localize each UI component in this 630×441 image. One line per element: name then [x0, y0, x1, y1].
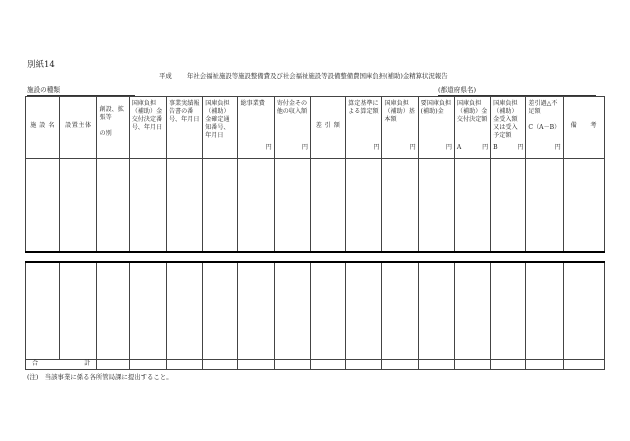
total-required-amount[interactable]	[418, 360, 454, 370]
continuation-break	[26, 252, 605, 262]
cell-required-amount[interactable]	[418, 262, 454, 360]
total-deduction[interactable]	[310, 360, 345, 370]
cell-planned-receipt[interactable]	[491, 262, 526, 360]
total-new-or-expansion[interactable]	[97, 360, 129, 370]
total-standard-amount[interactable]	[346, 360, 382, 370]
total-label-cell	[26, 360, 97, 370]
formula-c: C（A－B）	[528, 124, 561, 132]
report-title	[159, 71, 448, 80]
header-required-amount: 要国庫負担(補助)金 円	[418, 97, 454, 159]
unit-yen: 円	[554, 143, 561, 151]
total-donations[interactable]	[274, 360, 310, 370]
header-decided-amount: 国庫負担（補助）金交付決定額 A 円	[454, 97, 490, 159]
total-total-cost[interactable]	[238, 360, 274, 370]
cell-basic-amount[interactable]	[382, 262, 418, 360]
cell-standard-amount[interactable]	[346, 159, 382, 253]
unit-yen: 円	[445, 143, 452, 151]
cell-basic-amount[interactable]	[382, 159, 418, 253]
cell-new-or-expansion[interactable]	[97, 262, 129, 360]
document-number: 別紙14	[27, 60, 55, 70]
mark-b: B	[493, 143, 498, 151]
total-grant-confirmation[interactable]	[203, 360, 238, 370]
table-row	[26, 262, 605, 360]
cell-donations[interactable]	[274, 159, 310, 253]
cell-decided-amount[interactable]	[454, 159, 490, 253]
header-total-cost: 総事業費 円	[238, 97, 274, 159]
header-donations: 寄付金その他の収入額 円	[274, 97, 310, 159]
cell-facility-name[interactable]	[26, 159, 60, 253]
total-label-right: 計	[84, 360, 91, 367]
cell-new-or-expansion[interactable]	[97, 159, 129, 253]
header-remarks: 備 考	[563, 97, 604, 159]
settlement-table	[25, 96, 605, 370]
header-grant-confirmation: 国庫負担（補助）金確定通知番号、年月日	[203, 97, 238, 159]
title-era: 平成	[159, 72, 172, 80]
footnote: (注) 当該事業に係る各所管局課に提出すること。	[27, 373, 173, 381]
cell-planned-receipt[interactable]	[491, 159, 526, 253]
cell-remarks[interactable]	[563, 159, 604, 253]
header-establishing-entity: 設置主体	[60, 97, 97, 159]
mark-a: A	[456, 143, 462, 151]
cell-grant-confirmation[interactable]	[203, 159, 238, 253]
title-text: 年社会福祉施設等施設整備費及び社会福祉施設等設備整備費国庫負担(補助)金精算状況報告	[187, 72, 448, 80]
cell-establishing-entity[interactable]	[60, 159, 97, 253]
cell-total-cost[interactable]	[238, 262, 274, 360]
header-grant-decision: 国庫負担（補助）金交付決定番号、年月日	[129, 97, 166, 159]
total-row	[26, 360, 605, 370]
prefecture-field: (都道府県名)	[438, 84, 596, 96]
total-decided-amount[interactable]	[454, 360, 490, 370]
cell-deduction[interactable]	[310, 262, 345, 360]
table-row	[26, 159, 605, 253]
header-basic-amount: 国庫負担（補助）基本額 円	[382, 97, 418, 159]
unit-yen: 円	[517, 143, 524, 151]
header-project-report: 事業実績報告書の番号、年月日	[166, 97, 202, 159]
total-label-left: 合	[32, 360, 39, 367]
cell-deduction[interactable]	[310, 159, 345, 253]
unit-yen: 円	[482, 143, 489, 151]
total-planned-receipt[interactable]	[491, 360, 526, 370]
cell-total-cost[interactable]	[238, 159, 274, 253]
unit-yen: 円	[265, 143, 272, 151]
total-basic-amount[interactable]	[382, 360, 418, 370]
total-project-report[interactable]	[166, 360, 202, 370]
table-header-row	[26, 97, 605, 159]
cell-standard-amount[interactable]	[346, 262, 382, 360]
cell-grant-confirmation[interactable]	[203, 262, 238, 360]
cell-facility-name[interactable]	[26, 262, 60, 360]
total-remarks[interactable]	[563, 360, 604, 370]
cell-surplus-shortage[interactable]	[526, 159, 563, 253]
header-new-or-expansion-top: 創設、拡張等	[99, 106, 124, 122]
cell-donations[interactable]	[274, 262, 310, 360]
cell-project-report[interactable]	[166, 262, 202, 360]
unit-yen: 円	[373, 143, 380, 151]
cell-grant-decision[interactable]	[129, 262, 166, 360]
header-standard-amount: 算定基準による算定額 円	[346, 97, 382, 159]
cell-required-amount[interactable]	[418, 159, 454, 253]
header-planned-receipt: 国庫負担（補助）金受入額又は受入予定額 B 円	[491, 97, 526, 159]
cell-decided-amount[interactable]	[454, 262, 490, 360]
unit-yen: 円	[301, 143, 308, 151]
cell-surplus-shortage[interactable]	[526, 262, 563, 360]
header-facility-name: 施 設 名	[26, 97, 60, 159]
header-deduction: 差 引 額	[310, 97, 345, 159]
cell-project-report[interactable]	[166, 159, 202, 253]
cell-remarks[interactable]	[563, 262, 604, 360]
cell-establishing-entity[interactable]	[60, 262, 97, 360]
cell-grant-decision[interactable]	[129, 159, 166, 253]
total-grant-decision[interactable]	[129, 360, 166, 370]
header-surplus-shortage: 差引過△不足額 C（A－B） 円	[526, 97, 563, 159]
header-new-or-expansion	[97, 97, 129, 159]
header-new-or-expansion-bottom: の別	[99, 130, 112, 138]
unit-yen: 円	[409, 143, 416, 151]
facility-type-field: 施設の種類	[27, 84, 135, 96]
total-surplus-shortage[interactable]	[526, 360, 563, 370]
